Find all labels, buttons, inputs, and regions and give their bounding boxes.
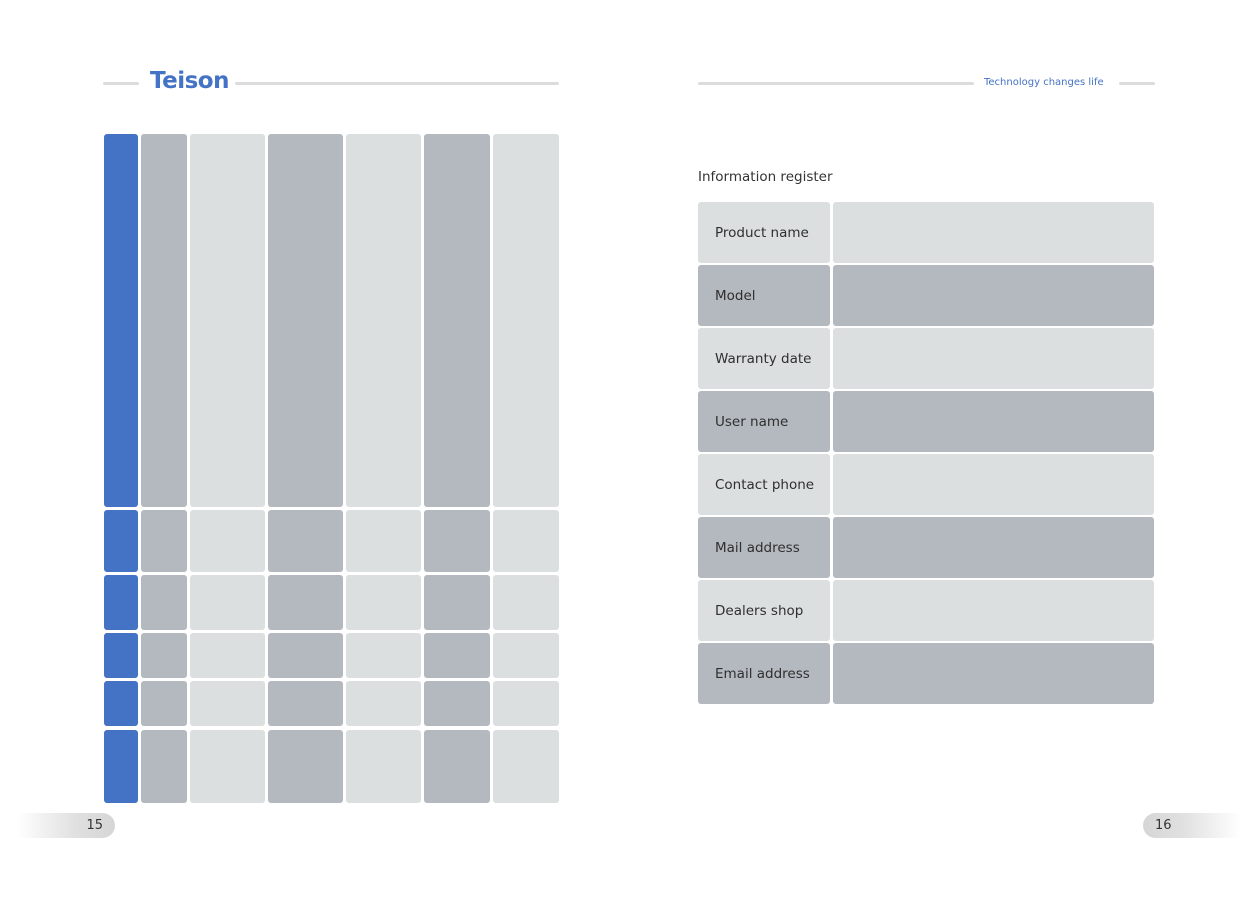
table-cell-r4-c6 xyxy=(424,633,490,678)
table-cell-r4-c5 xyxy=(346,633,421,678)
field-value-box[interactable] xyxy=(833,328,1154,389)
field-label: Contact phone xyxy=(698,454,830,515)
table-cell-r5-c4 xyxy=(268,681,343,726)
table-cell-r1-c6 xyxy=(424,134,490,507)
field-value-box[interactable] xyxy=(833,202,1154,263)
table-cell-r4-c4 xyxy=(268,633,343,678)
teison-logo: Teison xyxy=(150,68,229,94)
table-cell-r5-c1 xyxy=(104,681,138,726)
table-cell-r6-c7 xyxy=(493,730,559,803)
table-cell-r1-c5 xyxy=(346,134,421,507)
field-value-box[interactable] xyxy=(833,391,1154,452)
table-cell-r6-c3 xyxy=(190,730,265,803)
field-label: Product name xyxy=(698,202,830,263)
table-cell-r2-c6 xyxy=(424,510,490,572)
table-cell-r5-c3 xyxy=(190,681,265,726)
table-cell-r3-c2 xyxy=(141,575,187,630)
header-rule-right-long xyxy=(698,82,974,85)
table-cell-r5-c5 xyxy=(346,681,421,726)
table-cell-r2-c5 xyxy=(346,510,421,572)
table-cell-r4-c1 xyxy=(104,633,138,678)
table-cell-r5-c2 xyxy=(141,681,187,726)
table-cell-r2-c3 xyxy=(190,510,265,572)
table-cell-r1-c3 xyxy=(190,134,265,507)
table-cell-r6-c6 xyxy=(424,730,490,803)
table-cell-r1-c2 xyxy=(141,134,187,507)
table-cell-r6-c4 xyxy=(268,730,343,803)
field-label: Mail address xyxy=(698,517,830,578)
header-rule-left-short xyxy=(103,82,139,85)
table-cell-r6-c5 xyxy=(346,730,421,803)
table-cell-r5-c6 xyxy=(424,681,490,726)
table-cell-r2-c7 xyxy=(493,510,559,572)
field-value-box[interactable] xyxy=(833,517,1154,578)
header-rule-right-short xyxy=(1119,82,1155,85)
table-cell-r3-c5 xyxy=(346,575,421,630)
table-cell-r1-c7 xyxy=(493,134,559,507)
field-label: User name xyxy=(698,391,830,452)
table-cell-r2-c1 xyxy=(104,510,138,572)
field-value-box[interactable] xyxy=(833,580,1154,641)
table-cell-r4-c7 xyxy=(493,633,559,678)
table-cell-r3-c6 xyxy=(424,575,490,630)
field-label: Warranty date xyxy=(698,328,830,389)
page-number-right xyxy=(1143,813,1241,838)
field-label: Dealers shop xyxy=(698,580,830,641)
table-cell-r3-c7 xyxy=(493,575,559,630)
table-cell-r2-c2 xyxy=(141,510,187,572)
table-cell-r5-c7 xyxy=(493,681,559,726)
field-value-box[interactable] xyxy=(833,454,1154,515)
field-label: Email address xyxy=(698,643,830,704)
page-number-left-text: 15 xyxy=(86,818,103,833)
field-value-box[interactable] xyxy=(833,643,1154,704)
page-number-right-text: 16 xyxy=(1155,818,1172,833)
table-cell-r6-c2 xyxy=(141,730,187,803)
table-cell-r3-c4 xyxy=(268,575,343,630)
table-cell-r3-c3 xyxy=(190,575,265,630)
table-cell-r2-c4 xyxy=(268,510,343,572)
table-cell-r1-c1 xyxy=(104,134,138,507)
table-cell-r4-c3 xyxy=(190,633,265,678)
field-label: Model xyxy=(698,265,830,326)
table-cell-r6-c1 xyxy=(104,730,138,803)
page-number-left xyxy=(17,813,115,838)
field-value-box[interactable] xyxy=(833,265,1154,326)
table-cell-r4-c2 xyxy=(141,633,187,678)
table-cell-r3-c1 xyxy=(104,575,138,630)
slogan-text: Technology changes life xyxy=(984,77,1104,88)
section-title: Information register xyxy=(698,169,833,185)
header-rule-left-long xyxy=(235,82,559,85)
table-cell-r1-c4 xyxy=(268,134,343,507)
